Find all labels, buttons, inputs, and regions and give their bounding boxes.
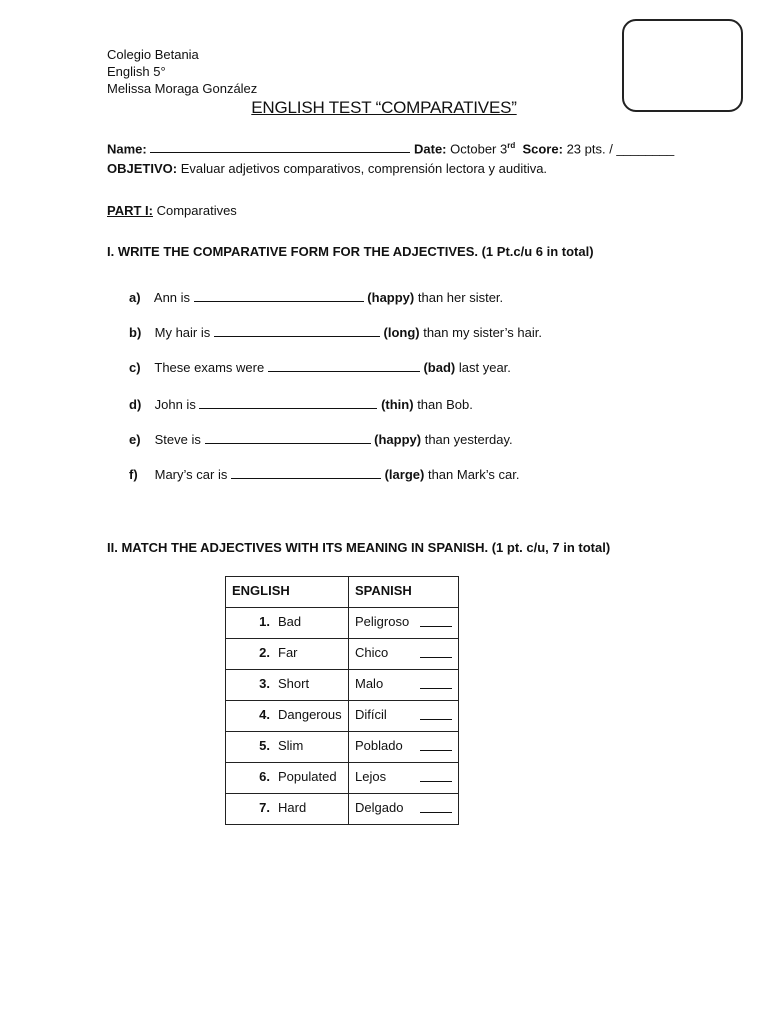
question-after: last year. xyxy=(458,360,511,375)
part1-label: PART I: xyxy=(107,203,153,218)
spanish-word: Malo xyxy=(355,676,384,691)
english-word: Short xyxy=(278,676,310,691)
question-letter: c) xyxy=(129,360,141,375)
column-header-english: ENGLISH xyxy=(226,577,349,608)
row-number: 4. xyxy=(259,707,270,722)
name-blank[interactable] xyxy=(150,142,410,153)
table-row xyxy=(226,732,459,763)
question-letter: d) xyxy=(129,397,142,412)
question-b xyxy=(129,325,542,340)
match-blank[interactable] xyxy=(420,647,452,658)
question-letter: b) xyxy=(129,325,142,340)
question-after: than Mark’s car. xyxy=(427,467,520,482)
question-after: than her sister. xyxy=(417,290,504,305)
question-before: John is xyxy=(154,397,196,412)
question-before: My hair is xyxy=(154,325,211,340)
answer-blank[interactable] xyxy=(199,398,377,409)
table-row xyxy=(226,794,459,825)
row-number: 2. xyxy=(259,645,270,660)
score-value: 23 pts. / ________ xyxy=(566,141,675,157)
row-number: 6. xyxy=(259,769,270,784)
english-word: Slim xyxy=(278,738,304,753)
matching-table xyxy=(225,576,459,825)
match-blank[interactable] xyxy=(420,709,452,720)
part1-line xyxy=(107,203,237,218)
teacher-name: Melissa Moraga González xyxy=(107,81,258,96)
question-letter: f) xyxy=(129,467,138,482)
question-after: than yesterday. xyxy=(424,432,513,447)
english-word: Dangerous xyxy=(278,707,342,722)
question-before: Mary’s car is xyxy=(154,467,228,482)
section2-heading: II. MATCH THE ADJECTIVES WITH ITS MEANING IN SPANISH. (1 pt. c/u, 7 in total) xyxy=(107,540,611,555)
table-row xyxy=(226,701,459,732)
table-row xyxy=(226,670,459,701)
answer-blank[interactable] xyxy=(214,326,380,337)
objective-text: Evaluar adjetivos comparativos, comprensión lectora y auditiva. xyxy=(180,161,548,176)
spanish-word: Lejos xyxy=(355,769,387,784)
answer-blank[interactable] xyxy=(194,291,364,302)
question-before: Steve is xyxy=(154,432,201,447)
section1-heading: I. WRITE THE COMPARATIVE FORM FOR THE ADJECTIVES. (1 Pt.c/u 6 in total) xyxy=(107,244,594,259)
answer-blank[interactable] xyxy=(205,433,371,444)
score-label: Score: xyxy=(522,141,563,157)
english-word: Hard xyxy=(278,800,307,815)
row-number: 3. xyxy=(259,676,270,691)
question-after: than my sister’s hair. xyxy=(423,325,542,340)
question-adjective: (happy) xyxy=(374,432,422,447)
question-before: These exams were xyxy=(154,360,265,375)
question-adjective: (bad) xyxy=(423,360,456,375)
match-blank[interactable] xyxy=(420,740,452,751)
question-after: than Bob. xyxy=(417,397,473,412)
question-e xyxy=(129,432,513,447)
question-adjective: (long) xyxy=(383,325,420,340)
table-header-row xyxy=(226,577,459,608)
spanish-word: Peligroso xyxy=(355,614,410,629)
question-c xyxy=(129,360,511,375)
column-header-spanish: SPANISH xyxy=(349,577,459,608)
objective-line xyxy=(107,161,547,176)
objective-label: OBJETIVO: xyxy=(107,161,178,176)
question-adjective: (happy) xyxy=(367,290,415,305)
answer-blank[interactable] xyxy=(231,468,381,479)
info-line xyxy=(107,141,674,156)
spanish-word: Difícil xyxy=(355,707,387,722)
row-number: 7. xyxy=(259,800,270,815)
part1-text: Comparatives xyxy=(156,203,237,218)
question-d xyxy=(129,397,473,412)
match-blank[interactable] xyxy=(420,616,452,627)
question-adjective: (thin) xyxy=(381,397,414,412)
row-number: 1. xyxy=(259,614,270,629)
row-number: 5. xyxy=(259,738,270,753)
table-row xyxy=(226,608,459,639)
name-label: Name: xyxy=(107,141,147,157)
english-word: Populated xyxy=(278,769,337,784)
test-title: ENGLISH TEST “COMPARATIVES” xyxy=(251,98,517,117)
question-a xyxy=(129,290,503,305)
date-value: October 3 xyxy=(450,141,508,157)
question-before: Ann is xyxy=(153,290,191,305)
english-word: Far xyxy=(278,645,298,660)
question-adjective: (large) xyxy=(384,467,425,482)
spanish-word: Chico xyxy=(355,645,389,660)
date-label: Date: xyxy=(414,141,447,157)
answer-blank[interactable] xyxy=(268,361,420,372)
date-suffix: rd xyxy=(507,141,516,150)
question-f xyxy=(129,467,519,482)
match-blank[interactable] xyxy=(420,802,452,813)
course-name: English 5° xyxy=(107,64,166,79)
table-row xyxy=(226,763,459,794)
question-letter: a) xyxy=(129,290,141,305)
table-row xyxy=(226,639,459,670)
match-blank[interactable] xyxy=(420,771,452,782)
question-letter: e) xyxy=(129,432,141,447)
spanish-word: Poblado xyxy=(355,738,403,753)
english-word: Bad xyxy=(278,614,302,629)
spanish-word: Delgado xyxy=(355,800,404,815)
school-name: Colegio Betania xyxy=(107,47,199,62)
match-blank[interactable] xyxy=(420,678,452,689)
